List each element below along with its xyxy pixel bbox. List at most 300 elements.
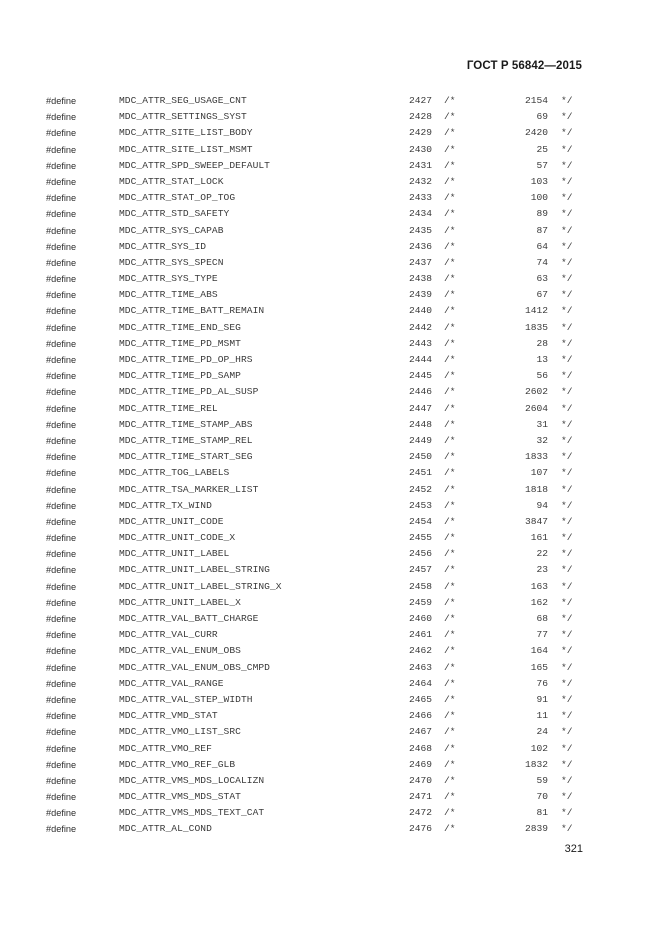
comment-value: 32 (536, 434, 548, 446)
define-keyword: #define (46, 565, 77, 576)
constant-code: 2436 (408, 240, 432, 252)
comment-value: 70 (536, 791, 548, 803)
define-keyword: #define (46, 646, 77, 657)
constant-code: 2449 (408, 434, 432, 446)
constant-code: 2460 (408, 613, 432, 624)
comment-open: /* (444, 305, 456, 317)
define-row (0, 562, 661, 578)
define-row (0, 93, 661, 109)
define-row (0, 627, 661, 643)
constant-name: MDC_ATTR_VAL_RANGE (119, 677, 224, 689)
define-row (0, 757, 661, 773)
comment-open: /* (444, 629, 456, 641)
constant-code: 2476 (408, 823, 432, 835)
constant-code: 2445 (408, 370, 432, 382)
constant-name: MDC_ATTR_STD_SAFETY (119, 208, 230, 220)
comment-close: */ (561, 693, 573, 705)
define-row (0, 821, 661, 837)
define-keyword: #define (46, 452, 77, 463)
constant-code: 2442 (408, 321, 432, 333)
constant-code: 2444 (408, 354, 432, 365)
comment-open: /* (444, 710, 456, 722)
comment-open: /* (444, 532, 456, 544)
comment-open: /* (444, 515, 456, 527)
constant-name: MDC_ATTR_UNIT_LABEL_STRING (119, 564, 270, 576)
comment-value: 31 (536, 418, 548, 430)
define-row (0, 142, 661, 158)
comment-close: */ (561, 596, 573, 608)
constant-code: 2431 (408, 159, 432, 171)
constant-code: 2467 (408, 726, 432, 738)
comment-close: */ (561, 321, 573, 333)
comment-value: 2154 (524, 95, 548, 106)
constant-name: MDC_ATTR_TIME_PD_SAMP (119, 370, 241, 382)
comment-close: */ (561, 402, 573, 414)
comment-open: /* (444, 434, 456, 446)
define-row (0, 514, 661, 530)
define-row (0, 676, 661, 692)
constant-name: MDC_ATTR_TIME_PD_MSMT (119, 337, 241, 349)
define-row (0, 724, 661, 740)
comment-close: */ (561, 386, 573, 398)
define-row (0, 158, 661, 174)
constant-name: MDC_ATTR_UNIT_LABEL (119, 548, 230, 560)
constant-code: 2471 (408, 791, 432, 803)
comment-open: /* (444, 693, 456, 705)
constant-name: MDC_ATTR_VMO_REF_GLB (119, 758, 236, 770)
comment-close: */ (561, 289, 573, 301)
constant-name: MDC_ATTR_TIME_END_SEG (119, 321, 241, 333)
constant-code: 2435 (408, 224, 432, 236)
define-row (0, 595, 661, 611)
define-keyword: #define (46, 144, 77, 155)
constant-code: 2446 (408, 386, 432, 398)
comment-open: /* (444, 742, 456, 754)
comment-open: /* (444, 467, 456, 479)
comment-close: */ (561, 532, 573, 544)
define-keyword: #define (46, 112, 77, 123)
comment-close: */ (561, 337, 573, 349)
define-keyword: #define (46, 355, 77, 365)
comment-value: 25 (536, 143, 548, 155)
define-keyword: #define (46, 257, 77, 268)
comment-open: /* (444, 143, 456, 155)
constant-code: 2448 (408, 418, 432, 430)
define-row (0, 287, 661, 303)
comment-value: 162 (530, 596, 548, 608)
comment-open: /* (444, 256, 456, 268)
comment-open: /* (444, 758, 456, 770)
constant-code: 2458 (408, 580, 432, 592)
define-keyword: #define (46, 759, 77, 770)
define-keyword: #define (46, 468, 77, 479)
define-keyword: #define (46, 808, 77, 819)
define-keyword: #define (46, 533, 77, 544)
comment-value: 161 (530, 532, 548, 544)
constant-code: 2466 (408, 710, 432, 722)
comment-value: 69 (536, 111, 548, 123)
comment-value: 164 (530, 645, 548, 657)
constant-code: 2463 (408, 661, 432, 673)
constant-code: 2434 (408, 208, 432, 220)
constant-code: 2451 (408, 467, 432, 479)
comment-value: 24 (536, 726, 548, 738)
define-row (0, 352, 661, 368)
define-row (0, 336, 661, 352)
define-row (0, 611, 661, 627)
define-row (0, 433, 661, 449)
constant-code: 2453 (408, 499, 432, 511)
define-keyword: #define (46, 435, 77, 446)
comment-open: /* (444, 823, 456, 835)
define-keyword: #define (46, 743, 77, 754)
constant-name: MDC_ATTR_STAT_OP_TOG (119, 192, 236, 204)
comment-open: /* (444, 386, 456, 398)
comment-value: 2839 (524, 823, 548, 835)
constant-name: MDC_ATTR_VMS_MDS_TEXT_CAT (119, 807, 265, 819)
comment-value: 163 (530, 580, 548, 592)
constant-name: MDC_ATTR_VMO_REF (119, 742, 212, 754)
define-keyword: #define (46, 792, 77, 803)
define-keyword: #define (46, 581, 77, 592)
comment-close: */ (561, 823, 573, 835)
comment-close: */ (561, 742, 573, 754)
define-row (0, 417, 661, 433)
constant-name: MDC_ATTR_SITE_LIST_MSMT (119, 143, 253, 155)
comment-value: 94 (536, 499, 548, 511)
comment-open: /* (444, 127, 456, 139)
comment-close: */ (561, 370, 573, 382)
define-row (0, 498, 661, 514)
define-keyword: #define (46, 549, 77, 560)
comment-value: 68 (536, 613, 548, 624)
constant-name: MDC_ATTR_SYS_ID (119, 240, 207, 252)
constant-name: MDC_ATTR_VMO_LIST_SRC (119, 726, 241, 738)
constant-name: MDC_ATTR_SITE_LIST_BODY (119, 127, 253, 139)
constant-name: MDC_ATTR_TIME_PD_OP_HRS (119, 354, 253, 365)
define-row (0, 579, 661, 595)
comment-open: /* (444, 580, 456, 592)
comment-value: 2604 (524, 402, 548, 414)
comment-open: /* (444, 321, 456, 333)
comment-close: */ (561, 613, 573, 624)
constant-name: MDC_ATTR_TIME_PD_AL_SUSP (119, 386, 259, 398)
comment-value: 1835 (524, 321, 548, 333)
comment-value: 100 (530, 192, 548, 204)
define-keyword: #define (46, 484, 77, 495)
comment-open: /* (444, 661, 456, 673)
page-number: 321 (564, 843, 583, 855)
comment-open: /* (444, 159, 456, 171)
comment-close: */ (561, 451, 573, 463)
comment-value: 59 (536, 774, 548, 786)
comment-open: /* (444, 289, 456, 301)
constant-name: MDC_ATTR_SYS_TYPE (119, 273, 218, 285)
constant-code: 2427 (408, 95, 432, 106)
constant-name: MDC_ATTR_STAT_LOCK (119, 175, 224, 187)
constant-name: MDC_ATTR_TIME_ABS (119, 289, 218, 301)
define-keyword: #define (46, 176, 77, 187)
constant-code: 2439 (408, 289, 432, 301)
define-row (0, 125, 661, 141)
constant-code: 2454 (408, 515, 432, 527)
comment-value: 165 (530, 661, 548, 673)
comment-value: 102 (530, 742, 548, 754)
define-keyword: #define (46, 160, 77, 171)
define-row (0, 255, 661, 271)
constant-code: 2447 (408, 402, 432, 414)
define-row (0, 789, 661, 805)
comment-open: /* (444, 548, 456, 560)
comment-close: */ (561, 564, 573, 576)
comment-value: 1832 (524, 758, 548, 770)
comment-close: */ (561, 192, 573, 204)
constant-code: 2440 (408, 305, 432, 317)
comment-open: /* (444, 370, 456, 382)
define-keyword: #define (46, 516, 77, 527)
constant-code: 2437 (408, 256, 432, 268)
comment-open: /* (444, 208, 456, 220)
constant-code: 2438 (408, 273, 432, 285)
define-row (0, 643, 661, 659)
comment-open: /* (444, 726, 456, 738)
comment-open: /* (444, 807, 456, 819)
define-row (0, 805, 661, 821)
comment-open: /* (444, 273, 456, 285)
constant-code: 2462 (408, 645, 432, 657)
constant-name: MDC_ATTR_AL_COND (119, 823, 212, 835)
constant-name: MDC_ATTR_TSA_MARKER_LIST (119, 483, 259, 495)
constant-code: 2428 (408, 111, 432, 123)
constant-name: MDC_ATTR_SEG_USAGE_CNT (119, 95, 247, 106)
define-row (0, 546, 661, 562)
document-header: ГОСТ Р 56842—2015 (466, 60, 582, 72)
define-keyword: #define (46, 614, 77, 624)
constant-name: MDC_ATTR_UNIT_LABEL_X (119, 596, 241, 608)
comment-open: /* (444, 483, 456, 495)
define-row (0, 206, 661, 222)
comment-value: 74 (536, 256, 548, 268)
define-row (0, 708, 661, 724)
define-row (0, 465, 661, 481)
comment-open: /* (444, 418, 456, 430)
define-row (0, 320, 661, 336)
define-keyword: #define (46, 96, 77, 106)
constant-code: 2455 (408, 532, 432, 544)
comment-value: 1833 (524, 451, 548, 463)
comment-open: /* (444, 192, 456, 204)
constant-code: 2464 (408, 677, 432, 689)
define-keyword: #define (46, 419, 77, 430)
constant-name: MDC_ATTR_TIME_START_SEG (119, 451, 253, 463)
comment-close: */ (561, 467, 573, 479)
define-keyword: #define (46, 500, 77, 511)
comment-close: */ (561, 305, 573, 317)
comment-value: 91 (536, 693, 548, 705)
constant-name: MDC_ATTR_VMS_MDS_STAT (119, 791, 241, 803)
define-row (0, 368, 661, 384)
define-row (0, 482, 661, 498)
constant-code: 2430 (408, 143, 432, 155)
comment-close: */ (561, 354, 573, 365)
comment-close: */ (561, 791, 573, 803)
comment-close: */ (561, 434, 573, 446)
comment-value: 1412 (524, 305, 548, 317)
comment-open: /* (444, 337, 456, 349)
constant-name: MDC_ATTR_TIME_STAMP_REL (119, 434, 253, 446)
comment-value: 56 (536, 370, 548, 382)
constant-name: MDC_ATTR_UNIT_CODE (119, 515, 224, 527)
constant-code: 2472 (408, 807, 432, 819)
constant-code: 2465 (408, 693, 432, 705)
define-keyword: #define (46, 694, 77, 705)
comment-value: 89 (536, 208, 548, 220)
constant-name: MDC_ATTR_TOG_LABELS (119, 467, 230, 479)
define-keyword: #define (46, 727, 77, 738)
comment-close: */ (561, 273, 573, 285)
constant-name: MDC_ATTR_VMS_MDS_LOCALIZN (119, 774, 265, 786)
comment-open: /* (444, 645, 456, 657)
comment-close: */ (561, 224, 573, 236)
define-keyword: #define (46, 322, 77, 333)
comment-value: 64 (536, 240, 548, 252)
define-row (0, 741, 661, 757)
comment-value: 11 (536, 710, 548, 722)
constant-name: MDC_ATTR_UNIT_LABEL_STRING_X (119, 580, 282, 592)
define-keyword: #define (46, 403, 77, 414)
comment-close: */ (561, 111, 573, 123)
constant-code: 2443 (408, 337, 432, 349)
constant-name: MDC_ATTR_VMD_STAT (119, 710, 218, 722)
define-keyword: #define (46, 209, 77, 220)
comment-open: /* (444, 564, 456, 576)
constant-name: MDC_ATTR_TX_WIND (119, 499, 212, 511)
define-row (0, 660, 661, 676)
comment-open: /* (444, 791, 456, 803)
constant-name: MDC_ATTR_SETTINGS_SYST (119, 111, 247, 123)
define-keyword: #define (46, 306, 77, 317)
define-row (0, 773, 661, 789)
define-keyword: #define (46, 662, 77, 673)
define-keyword: #define (46, 225, 77, 236)
comment-open: /* (444, 613, 456, 624)
comment-close: */ (561, 418, 573, 430)
define-keyword: #define (46, 630, 77, 641)
define-row (0, 174, 661, 190)
constant-name: MDC_ATTR_SYS_CAPAB (119, 224, 224, 236)
comment-value: 28 (536, 337, 548, 349)
define-row (0, 109, 661, 125)
comment-close: */ (561, 629, 573, 641)
comment-open: /* (444, 402, 456, 414)
constant-code: 2433 (408, 192, 432, 204)
comment-open: /* (444, 240, 456, 252)
comment-close: */ (561, 208, 573, 220)
define-row (0, 239, 661, 255)
constant-code: 2432 (408, 175, 432, 187)
define-keyword: #define (46, 241, 77, 252)
comment-value: 81 (536, 807, 548, 819)
constant-code: 2457 (408, 564, 432, 576)
comment-value: 57 (536, 159, 548, 171)
constant-name: MDC_ATTR_SYS_SPECN (119, 256, 224, 268)
constant-name: MDC_ATTR_VAL_ENUM_OBS (119, 645, 241, 657)
define-keyword: #define (46, 775, 77, 786)
constant-code: 2452 (408, 483, 432, 495)
comment-close: */ (561, 807, 573, 819)
define-keyword: #define (46, 597, 77, 608)
define-keyword: #define (46, 193, 77, 204)
comment-open: /* (444, 596, 456, 608)
comment-value: 2602 (524, 386, 548, 398)
constant-code: 2450 (408, 451, 432, 463)
constant-code: 2459 (408, 596, 432, 608)
comment-open: /* (444, 354, 456, 365)
constant-code: 2468 (408, 742, 432, 754)
define-row (0, 271, 661, 287)
comment-open: /* (444, 774, 456, 786)
comment-close: */ (561, 143, 573, 155)
comment-close: */ (561, 159, 573, 171)
constant-name: MDC_ATTR_TIME_BATT_REMAIN (119, 305, 265, 317)
constant-name: MDC_ATTR_TIME_REL (119, 402, 218, 414)
comment-close: */ (561, 677, 573, 689)
comment-open: /* (444, 499, 456, 511)
define-keyword: #define (46, 290, 77, 301)
comment-open: /* (444, 175, 456, 187)
define-keyword: #define (46, 824, 77, 835)
comment-open: /* (444, 224, 456, 236)
comment-value: 1818 (524, 483, 548, 495)
constant-code: 2470 (408, 774, 432, 786)
comment-close: */ (561, 240, 573, 252)
comment-value: 13 (536, 354, 548, 365)
comment-close: */ (561, 499, 573, 511)
constant-name: MDC_ATTR_VAL_BATT_CHARGE (119, 613, 259, 624)
define-row (0, 401, 661, 417)
define-keyword: #define (46, 678, 77, 689)
comment-close: */ (561, 774, 573, 786)
comment-value: 63 (536, 273, 548, 285)
comment-value: 23 (536, 564, 548, 576)
comment-close: */ (561, 95, 573, 106)
comment-open: /* (444, 111, 456, 123)
comment-close: */ (561, 175, 573, 187)
define-row (0, 190, 661, 206)
constant-code: 2456 (408, 548, 432, 560)
comment-close: */ (561, 256, 573, 268)
comment-close: */ (561, 710, 573, 722)
constant-name: MDC_ATTR_VAL_ENUM_OBS_CMPD (119, 661, 270, 673)
comment-close: */ (561, 758, 573, 770)
constant-code: 2469 (408, 758, 432, 770)
comment-value: 87 (536, 224, 548, 236)
comment-value: 77 (536, 629, 548, 641)
comment-close: */ (561, 127, 573, 139)
comment-close: */ (561, 661, 573, 673)
comment-value: 2420 (524, 127, 548, 139)
define-row (0, 692, 661, 708)
define-keyword: #define (46, 274, 77, 285)
constant-name: MDC_ATTR_TIME_STAMP_ABS (119, 418, 253, 430)
define-row (0, 530, 661, 546)
comment-value: 67 (536, 289, 548, 301)
constant-name: MDC_ATTR_VAL_CURR (119, 629, 218, 641)
comment-open: /* (444, 677, 456, 689)
comment-value: 107 (530, 467, 548, 479)
constant-name: MDC_ATTR_SPD_SWEEP_DEFAULT (119, 159, 270, 171)
define-row (0, 223, 661, 239)
